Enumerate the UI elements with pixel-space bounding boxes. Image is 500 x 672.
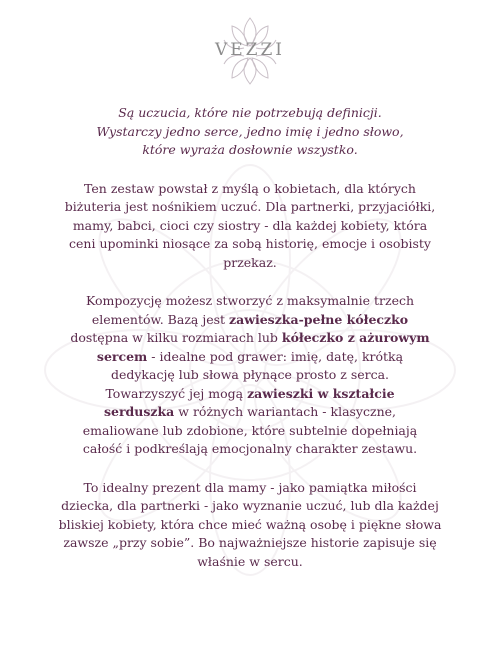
paragraph-purpose: Ten zestaw powstał z myślą o kobietach, dla których biżuteria jest nośnikiem uczuć. Dla partnerki, przyjaciółki, mamy, babci, cioci czy siostry - dla każdej kobiety, która ceni upominki niosące za sobą historię, emocje i osobisty przekaz. [64, 180, 436, 270]
paragraph-composition [40, 292, 460, 459]
composition-bold-1: zawieszka-pełne kółeczko [229, 311, 409, 327]
composition-text-3: - idealne pod grawer: imię, datę, krótką dedykację lub słowa płynące prosto z serca. Towarzyszyć jej mogą [105, 348, 404, 401]
composition-text-1: Kompozycję możesz stworzyć z maksymalnie trzech elementów. Bazą jest [85, 293, 415, 327]
composition-text-2: dostępna w kilku rozmiarach lub [70, 330, 278, 345]
description-text [40, 104, 460, 571]
intro-text: Są uczucia, które nie potrzebują definicji. Wystarczy jedno serce, jedno imię i jedno słowo, które wyraża dosłownie wszystko. [96, 105, 404, 157]
composition-bold-3: zawieszki w kształcie serduszka [103, 385, 395, 419]
brand-logo [210, 14, 290, 86]
brand-name: VEZZI [214, 40, 286, 60]
paragraph-gift: To idealny prezent dla mamy - jako pamiątka miłości dziecka, dla partnerki - jako wyznanie uczuć, lub dla każdej bliskiej kobiety, która chce mieć ważną osobę i piękne słowa zawsze „przy sobie”. Bo najważniejsze historie zapisuje się właśnie w sercu. [58, 479, 442, 569]
composition-bold-2: kółeczko z ażurowym sercem [96, 330, 430, 364]
composition-text-4: w różnych wariantach - klasyczne, emaliowane lub zdobione, które subtelnie dopełniają całość i podkreślają emocjonalny charakter zestawu. [82, 404, 418, 456]
